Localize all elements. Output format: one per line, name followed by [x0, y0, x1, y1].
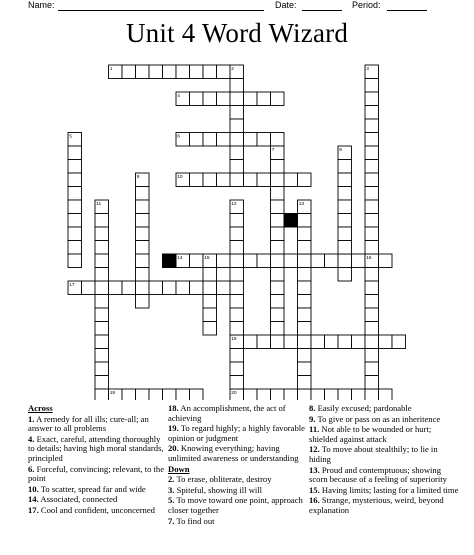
crossword-cell[interactable]	[230, 133, 244, 147]
clue-text: Exact, careful, attending thoroughly to details; having high moral standards, principled	[28, 433, 164, 463]
crossword-cell[interactable]	[230, 227, 244, 241]
clue-number: 3.	[168, 484, 175, 495]
crossword-cell[interactable]	[176, 389, 190, 400]
clue-text: Having limits; lasting for a limited time	[319, 484, 459, 495]
clues-column-1	[28, 404, 165, 517]
cell-number: 20	[231, 391, 237, 397]
clue-item	[28, 465, 165, 484]
crossword-cell[interactable]	[230, 173, 244, 187]
crossword-cell[interactable]	[338, 200, 352, 214]
crossword-cell[interactable]	[257, 173, 271, 187]
crossword-cell[interactable]	[352, 335, 366, 349]
clue-text: Knowing everything; having unlimited awareness or understanding	[168, 443, 299, 463]
clue-item	[309, 496, 459, 515]
clue-number: 6.	[28, 463, 35, 474]
crossword-cell[interactable]	[298, 227, 312, 241]
down-heading: Down	[168, 463, 190, 474]
crossword-cell[interactable]	[365, 173, 379, 187]
clue-number: 4.	[28, 433, 35, 444]
clues-column-3	[309, 404, 459, 517]
crossword-cell[interactable]	[95, 241, 109, 255]
cell-number: 13	[298, 202, 305, 208]
crossword-cell[interactable]	[244, 92, 258, 106]
crossword-cell[interactable]	[271, 133, 285, 147]
crossword-cell[interactable]	[203, 281, 217, 295]
clue-text: To scatter, spread far and wide	[38, 483, 146, 494]
crossword-cell[interactable]	[122, 281, 136, 295]
crossword-cell[interactable]	[338, 214, 352, 228]
crossword-cell[interactable]	[284, 254, 298, 268]
crossword-cell[interactable]	[298, 335, 312, 349]
crossword-cell[interactable]	[298, 295, 312, 309]
crossword-cell[interactable]	[271, 160, 285, 174]
crossword-cell[interactable]	[257, 335, 271, 349]
crossword-cell[interactable]	[298, 173, 312, 187]
crossword-cell[interactable]	[217, 65, 231, 79]
crossword-cell[interactable]	[230, 254, 244, 268]
crossword-cell[interactable]	[271, 308, 285, 322]
clue-number: 16.	[309, 495, 320, 506]
crossword-cell[interactable]	[257, 133, 271, 147]
crossword-cell[interactable]	[190, 65, 204, 79]
clue-number: 17.	[28, 504, 39, 515]
crossword-cell[interactable]	[136, 281, 150, 295]
crossword-cell[interactable]	[82, 281, 96, 295]
cell-number: 6	[177, 134, 180, 140]
crossword-cell[interactable]	[365, 119, 379, 133]
crossword-cell[interactable]	[230, 79, 244, 93]
crossword-cell[interactable]	[298, 376, 312, 390]
crossword-cell[interactable]	[365, 268, 379, 282]
clue-item	[28, 435, 165, 464]
crossword-cell[interactable]	[271, 173, 285, 187]
crossword-cell[interactable]	[230, 160, 244, 174]
cell-number: 12	[231, 202, 237, 208]
crossword-cell[interactable]	[230, 106, 244, 120]
crossword-cell[interactable]	[244, 173, 258, 187]
crossword-cell[interactable]	[176, 281, 190, 295]
crossword-cell[interactable]	[298, 281, 312, 295]
page-title: Unit 4 Word Wizard	[125, 18, 349, 48]
crossword-cell[interactable]	[95, 389, 109, 400]
cell-number: 19	[109, 391, 116, 397]
crossword-cell[interactable]	[68, 227, 82, 241]
crossword-cell[interactable]	[271, 214, 285, 228]
crossword-cell[interactable]	[244, 335, 258, 349]
crossword-cell[interactable]	[365, 79, 379, 93]
clue-text: To find out	[174, 515, 215, 526]
crossword-cell[interactable]	[271, 227, 285, 241]
clue-number: 20.	[168, 443, 179, 454]
clue-item	[309, 425, 459, 444]
clue-item	[309, 486, 459, 496]
clue-item	[309, 445, 459, 464]
crossword-cell[interactable]	[230, 268, 244, 282]
crossword-cell[interactable]	[95, 322, 109, 336]
crossword-cell[interactable]	[365, 160, 379, 174]
crossword-cell[interactable]	[311, 335, 325, 349]
crossword-cell[interactable]	[163, 389, 177, 400]
cell-number: 7	[271, 148, 275, 154]
crossword-cell[interactable]	[365, 106, 379, 120]
crossword-cell[interactable]	[298, 389, 312, 400]
crossword-cell[interactable]	[122, 65, 136, 79]
clue-number: 8.	[309, 403, 316, 413]
crossword-cell[interactable]	[217, 92, 231, 106]
crossword-cell[interactable]	[203, 295, 217, 309]
crossword-cell[interactable]	[230, 281, 244, 295]
crossword-cell[interactable]	[338, 173, 352, 187]
crossword-cell[interactable]	[149, 389, 163, 400]
crossword-cell[interactable]	[149, 65, 163, 79]
crossword-cell[interactable]	[338, 160, 352, 174]
crossword-cell[interactable]	[338, 241, 352, 255]
crossword-cell[interactable]	[365, 92, 379, 106]
crossword-cell[interactable]	[217, 281, 231, 295]
clue-number: 15.	[309, 484, 320, 495]
crossword-cell[interactable]	[271, 389, 285, 400]
crossword-cell[interactable]	[136, 254, 150, 268]
clue-number: 13.	[309, 464, 320, 475]
clues-column-2	[168, 404, 307, 527]
crossword-cell[interactable]	[271, 295, 285, 309]
crossword-cell[interactable]	[136, 389, 150, 400]
crossword-cell[interactable]	[68, 254, 82, 268]
clue-text: To erase, obliterate, destroy	[174, 474, 272, 485]
crossword-cell[interactable]	[190, 133, 204, 147]
crossword-cell[interactable]	[203, 322, 217, 336]
crossword-cell[interactable]	[365, 227, 379, 241]
crossword-cell[interactable]	[298, 362, 312, 376]
clue-item	[309, 466, 459, 485]
crossword-cell[interactable]	[365, 308, 379, 322]
crossword-cell[interactable]	[190, 173, 204, 187]
down-clue-list-continued	[309, 404, 459, 516]
clue-text: To regard highly; a highly favorable opinion or judgment	[168, 423, 305, 443]
date-label: Date:	[275, 0, 297, 10]
crossword-cell[interactable]	[365, 376, 379, 390]
crossword-cell[interactable]	[365, 362, 379, 376]
clue-text: To move toward one point, approach closer together	[168, 495, 303, 515]
crossword-cell[interactable]	[298, 254, 312, 268]
crossword-cell[interactable]	[68, 160, 82, 174]
crossword-cell[interactable]	[122, 389, 136, 400]
clue-number: 14.	[28, 494, 39, 505]
crossword-cell[interactable]	[392, 335, 406, 349]
crossword-cell[interactable]	[365, 146, 379, 160]
crossword-cell[interactable]	[338, 389, 352, 400]
crossword-cell[interactable]	[95, 376, 109, 390]
crossword-cell[interactable]	[271, 200, 285, 214]
period-label: Period:	[352, 0, 381, 10]
crossword-cell[interactable]	[271, 335, 285, 349]
crossword-cell[interactable]	[149, 281, 163, 295]
crossword-cell[interactable]	[68, 146, 82, 160]
crossword-cell[interactable]	[365, 322, 379, 336]
crossword-cell[interactable]	[325, 254, 339, 268]
crossword-cell[interactable]	[95, 268, 109, 282]
crossword-cell[interactable]	[95, 308, 109, 322]
clue-number: 9.	[309, 413, 316, 424]
crossword-cell[interactable]	[257, 389, 271, 400]
crossword-cell[interactable]	[365, 187, 379, 201]
crossword-cell[interactable]	[136, 227, 150, 241]
clue-item	[168, 486, 307, 496]
crossword-cell[interactable]	[271, 268, 285, 282]
cell-number: 10	[177, 175, 183, 181]
crossword-cell[interactable]	[68, 187, 82, 201]
crossword-cell[interactable]	[136, 187, 150, 201]
crossword-cell[interactable]	[298, 268, 312, 282]
clue-item	[28, 415, 165, 434]
crossword-cell[interactable]	[203, 268, 217, 282]
crossword-cell[interactable]	[203, 133, 217, 147]
crossword-cell[interactable]	[230, 146, 244, 160]
clue-item	[28, 485, 165, 495]
clue-text: Proud and contemptuous; showing scorn because of a feeling of superiority	[309, 464, 447, 485]
crossword-cell[interactable]	[190, 281, 204, 295]
crossword-cell[interactable]	[325, 389, 339, 400]
crossword-cell[interactable]	[244, 254, 258, 268]
cell-number: 9	[136, 175, 140, 181]
clue-item	[168, 404, 307, 423]
across-heading: Across	[28, 403, 53, 413]
clue-item	[168, 496, 307, 515]
crossword-cell[interactable]	[284, 389, 298, 400]
cell-number: 3	[366, 67, 369, 73]
cell-number: 4	[177, 94, 180, 100]
crossword-cell[interactable]	[230, 308, 244, 322]
crossword-cell[interactable]	[217, 173, 231, 187]
crossword-cell[interactable]	[95, 362, 109, 376]
crossword-cell[interactable]	[365, 214, 379, 228]
cell-number: 1	[109, 67, 113, 73]
clue-text: Spiteful, showing ill will	[174, 484, 263, 495]
crossword-cell[interactable]	[271, 241, 285, 255]
crossword-cell[interactable]	[271, 322, 285, 336]
crossword-cell[interactable]	[163, 281, 177, 295]
crossword-cell[interactable]	[230, 362, 244, 376]
crossword-cell[interactable]	[365, 389, 379, 400]
crossword-cell[interactable]	[365, 133, 379, 147]
crossword-cell[interactable]	[190, 92, 204, 106]
clue-text: To move about stealthily; to lie in hiding	[309, 444, 438, 464]
crossword-cell[interactable]	[244, 389, 258, 400]
crossword-cell[interactable]	[365, 349, 379, 363]
crossword-cell[interactable]	[68, 241, 82, 255]
cell-number: 5	[69, 134, 72, 140]
crossword-cell[interactable]	[95, 281, 109, 295]
crossword-cell[interactable]	[136, 295, 150, 309]
crossword-cell[interactable]	[203, 65, 217, 79]
crossword-cell[interactable]	[257, 92, 271, 106]
clue-item	[168, 424, 307, 443]
crossword-cell[interactable]	[217, 254, 231, 268]
clue-text: Associated, connected	[38, 494, 118, 505]
down-clue-list	[168, 475, 307, 526]
crossword-cell[interactable]	[338, 335, 352, 349]
crossword-cell[interactable]	[95, 349, 109, 363]
crossword-cell[interactable]	[379, 335, 393, 349]
crossword-cell[interactable]	[203, 92, 217, 106]
clue-text: Not able to be wounded or hurt; shielded against attack	[309, 424, 432, 444]
clue-number: 1.	[28, 413, 35, 424]
crossword-cell[interactable]	[68, 173, 82, 187]
crossword-cell[interactable]	[68, 200, 82, 214]
cell-number: 16	[366, 256, 372, 262]
crossword-cell[interactable]	[203, 308, 217, 322]
crossword-cell[interactable]	[95, 227, 109, 241]
crossword-cell[interactable]	[298, 241, 312, 255]
crossword-cell[interactable]	[365, 200, 379, 214]
crossword-cell[interactable]	[284, 173, 298, 187]
clue-text: An accomplishment, the act of achieving	[168, 403, 286, 423]
clue-number: 10.	[28, 483, 39, 494]
crossword-cell[interactable]	[338, 268, 352, 282]
name-label: Name:	[28, 0, 55, 10]
crossword-cell[interactable]	[298, 214, 312, 228]
crossword-cell[interactable]	[136, 65, 150, 79]
crossword-cell[interactable]	[230, 295, 244, 309]
crossword-cell[interactable]	[230, 376, 244, 390]
across-clue-list	[28, 415, 165, 516]
crossword-cell[interactable]	[230, 214, 244, 228]
cell-number: 2	[231, 67, 234, 73]
crossword-cell[interactable]	[95, 295, 109, 309]
crossword-cell[interactable]	[257, 254, 271, 268]
cell-number: 15	[204, 256, 210, 262]
clue-item	[168, 517, 307, 527]
clue-number: 2.	[168, 474, 175, 485]
crossword-cell[interactable]	[203, 173, 217, 187]
clue-text: Forceful, convincing; relevant, to the point	[28, 463, 165, 484]
clue-number: 19.	[168, 423, 179, 434]
clue-item	[309, 404, 459, 414]
crossword-cell[interactable]	[365, 295, 379, 309]
crossword-cell[interactable]	[271, 187, 285, 201]
crossword-cell[interactable]	[338, 227, 352, 241]
clue-text: To give or pass on as an inheritence	[315, 413, 441, 424]
crossword-cell[interactable]	[136, 241, 150, 255]
crossword-cell[interactable]	[136, 200, 150, 214]
clue-item	[168, 444, 307, 463]
clue-text: Strange, mysterious, weird, beyond explanation	[309, 495, 444, 515]
clue-item	[28, 506, 165, 516]
crossword-cell[interactable]	[230, 119, 244, 133]
crossword-cell[interactable]	[176, 65, 190, 79]
crossword-cell[interactable]	[230, 241, 244, 255]
crossword-cell[interactable]	[230, 322, 244, 336]
crossword-cell[interactable]	[190, 389, 204, 400]
cell-number: 14	[177, 256, 183, 262]
crossword-cell[interactable]	[136, 214, 150, 228]
clue-text: Easily excused; pardonable	[315, 403, 412, 413]
crossword-cell[interactable]	[136, 268, 150, 282]
crossword-cell[interactable]	[109, 281, 123, 295]
crossword-cell[interactable]	[298, 308, 312, 322]
cell-number: 8	[339, 148, 342, 154]
crossword-cell[interactable]	[163, 65, 177, 79]
across-clue-list-continued	[168, 404, 307, 464]
crossword-cell[interactable]	[352, 254, 366, 268]
crossword-cell[interactable]	[379, 254, 393, 268]
crossword-cell[interactable]	[244, 133, 258, 147]
clue-number: 5.	[168, 495, 175, 506]
crossword-cell[interactable]	[284, 335, 298, 349]
crossword-cell[interactable]	[190, 254, 204, 268]
crossword-cell[interactable]	[271, 254, 285, 268]
clue-text: Cool and confident, unconcerned	[38, 504, 155, 515]
clue-text: A remedy for all ills; cure-all; an answer to all problems	[28, 413, 149, 434]
cell-number: 17	[69, 283, 75, 289]
crossword-cell[interactable]	[95, 214, 109, 228]
crossword-cell[interactable]	[217, 133, 231, 147]
black-cell	[284, 214, 298, 228]
crossword-cell[interactable]	[365, 281, 379, 295]
crossword-cell[interactable]	[68, 214, 82, 228]
clue-number: 7.	[168, 515, 175, 526]
black-cell	[163, 254, 177, 268]
clue-number: 18.	[168, 403, 179, 413]
crossword-cell[interactable]	[271, 281, 285, 295]
crossword-cell[interactable]	[338, 254, 352, 268]
crossword-cell[interactable]	[230, 349, 244, 363]
clue-item	[309, 415, 459, 425]
clue-item	[28, 495, 165, 505]
clue-number: 12.	[309, 444, 320, 455]
crossword-cell[interactable]	[271, 92, 285, 106]
crossword-cell[interactable]	[352, 389, 366, 400]
clue-number: 11.	[309, 424, 320, 435]
crossword-cell[interactable]	[311, 389, 325, 400]
cell-number: 11	[96, 202, 102, 208]
crossword-cell[interactable]	[365, 335, 379, 349]
crossword-cell[interactable]	[95, 254, 109, 268]
cell-number: 18	[231, 337, 237, 343]
crossword-cell[interactable]	[95, 335, 109, 349]
crossword-cell[interactable]	[311, 254, 325, 268]
crossword-cell[interactable]	[365, 241, 379, 255]
crossword-cell[interactable]	[230, 92, 244, 106]
crossword-cell[interactable]	[325, 335, 339, 349]
crossword-cell[interactable]	[298, 322, 312, 336]
clue-item	[168, 475, 307, 485]
crossword-cell[interactable]	[379, 389, 393, 400]
crossword-cell[interactable]	[338, 187, 352, 201]
crossword-cell[interactable]	[298, 349, 312, 363]
